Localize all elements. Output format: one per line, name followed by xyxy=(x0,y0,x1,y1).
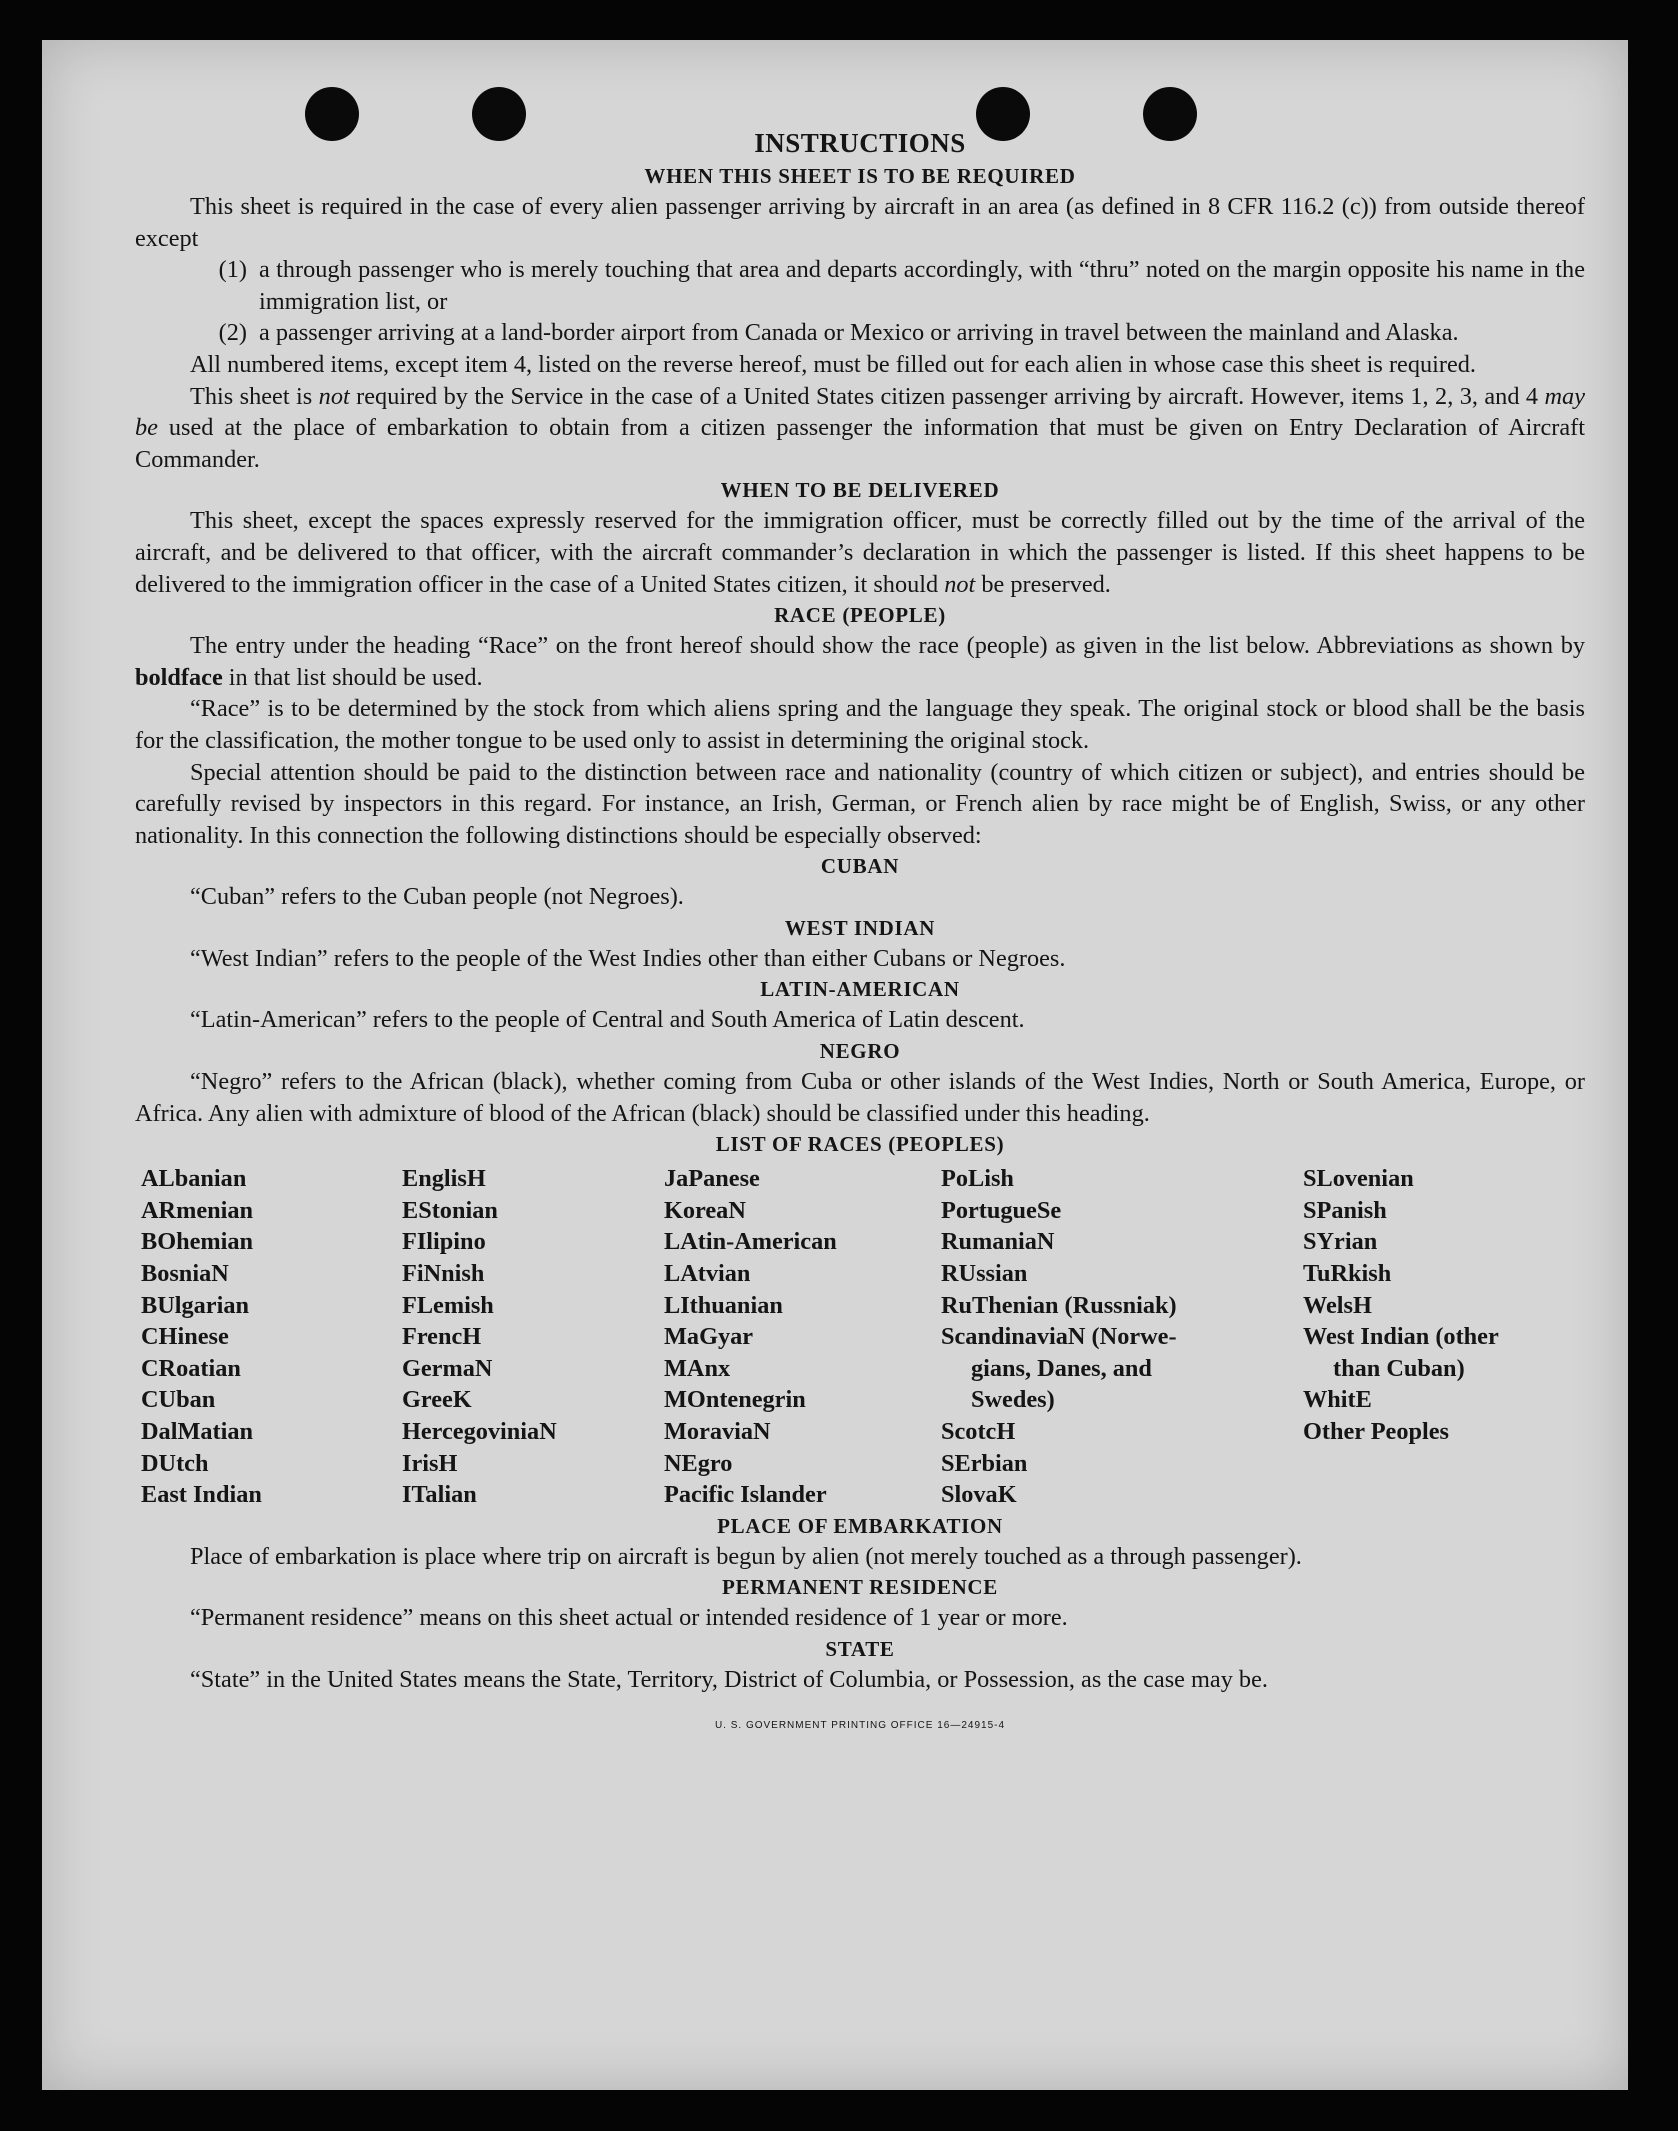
bold-term: boldface xyxy=(135,663,223,691)
race-entry: WhitE xyxy=(1303,1386,1372,1414)
races-column xyxy=(402,1163,664,1511)
document-sheet xyxy=(42,40,1628,2090)
race-entry: JaPanese xyxy=(664,1165,760,1193)
race-entry: Other Peoples xyxy=(1303,1418,1449,1445)
race-entry: ARmenian xyxy=(141,1196,254,1224)
item-text: a passenger arriving at a land-border airport from Canada or Mexico or arriving in travel between the mainland and Alaska. xyxy=(259,319,1459,347)
race-entry: IrisH xyxy=(402,1449,458,1477)
race-entry: PoLish xyxy=(941,1165,1014,1193)
item-text: a through passenger who is merely touching that area and departs accordingly, with “thru” noted on the margin opposite his name in the immigration list, or xyxy=(259,256,1585,315)
paragraph: “State” in the United States means the State, Territory, District of Columbia, or Possession, as the case may be. xyxy=(190,1665,1268,1693)
race-entry: MoraviaN xyxy=(664,1418,771,1445)
race-entry: GermaN xyxy=(402,1354,493,1382)
race-entry: gians, Danes, and xyxy=(971,1354,1152,1382)
race-entry: EnglisH xyxy=(402,1165,486,1193)
race-entry: BosniaN xyxy=(141,1260,229,1288)
paragraph: “Latin-American” refers to the people of Central and South America of Latin descent. xyxy=(190,1006,1025,1034)
paragraph: “Cuban” refers to the Cuban people (not Negroes). xyxy=(190,883,684,911)
race-entry: RumaniaN xyxy=(941,1228,1055,1256)
race-entry: ScotcH xyxy=(941,1418,1016,1445)
emphasis: not xyxy=(318,382,350,410)
paragraph xyxy=(135,630,1585,693)
list-item xyxy=(135,254,1585,317)
emphasis: not xyxy=(944,570,976,598)
section-heading-negro: NEGRO xyxy=(819,1039,901,1064)
emphasis: may be xyxy=(135,382,1585,442)
section-heading-race: RACE (PEOPLE) xyxy=(774,603,946,628)
race-entry: SLovenian xyxy=(1303,1165,1414,1193)
race-entry: TuRkish xyxy=(1303,1260,1392,1288)
race-entry: SlovaK xyxy=(941,1481,1017,1509)
paragraph xyxy=(135,505,1585,600)
text-run: This sheet, except the spaces expressly reserved for the immigration officer, must be correctly filled out by the time of the arrival of the aircraft, and be delivered to that officer, with the aircraft commander’s declaration in which the passenger is listed. If this sheet happens to be delivered to the immigration officer in the case of a United States citizen, it should xyxy=(135,507,1585,598)
race-entry: MaGyar xyxy=(664,1323,754,1351)
section-heading-west-indian: WEST INDIAN xyxy=(784,915,936,940)
race-entry: BOhemian xyxy=(141,1228,254,1256)
paragraph xyxy=(135,381,1585,476)
section-heading-embarkation: PLACE OF EMBARKATION xyxy=(717,1513,1003,1538)
races-column xyxy=(1303,1163,1583,1511)
race-entry: MAnx xyxy=(664,1354,731,1382)
race-entry: CHinese xyxy=(141,1323,229,1351)
race-entry: West Indian (other xyxy=(1303,1323,1499,1351)
race-entry: LAtvian xyxy=(664,1260,751,1288)
paragraph: Place of embarkation is place where trip on aircraft is begun by alien (not merely touched as a through passenger). xyxy=(190,1542,1302,1570)
text-run: required by the Service in the case of a United States citizen passenger arriving by aircraft. However, items 1, 2, 3, and 4 xyxy=(349,382,1545,410)
section-heading-latin-american: LATIN-AMERICAN xyxy=(760,977,960,1002)
race-entry: WelsH xyxy=(1303,1291,1372,1319)
paragraph: This sheet is required in the case of every alien passenger arriving by aircraft in an area (as defined in 8 CFR 116.2 (c)) from outside thereof except xyxy=(135,193,1585,252)
race-entry: LAtin-American xyxy=(664,1228,837,1256)
paragraph: “Race” is to be determined by the stock from which aliens spring and the language they speak. The original stock or blood shall be the basis for the classification, the mother tongue to be used only to assist in determining the original stock. xyxy=(135,695,1585,754)
race-entry: SPanish xyxy=(1303,1196,1387,1224)
race-entry: than Cuban) xyxy=(1333,1354,1465,1382)
race-entry: ScandinaviaN (Norwe- xyxy=(941,1323,1177,1351)
list-item xyxy=(135,317,1585,349)
printing-office-imprint: U. S. GOVERNMENT PRINTING OFFICE 16—24915-4 xyxy=(714,1719,1006,1731)
race-entry: East Indian xyxy=(141,1481,262,1509)
paragraph: Special attention should be paid to the distinction between race and nationality (country of which citizen or subject), and entries should be carefully revised by inspectors in this regard. For instance, an Irish, German, or French alien by race might be of English, Swiss, or any other nationality. In this connection the following distinctions should be especially observed: xyxy=(135,758,1585,849)
race-entry: Pacific Islander xyxy=(664,1481,827,1509)
section-heading-when-required: WHEN THIS SHEET IS TO BE REQUIRED xyxy=(644,164,1076,188)
races-column xyxy=(135,1163,402,1511)
page-title: INSTRUCTIONS xyxy=(754,128,966,158)
race-entry: HercegoviniaN xyxy=(402,1418,557,1445)
race-entry: RuThenian (Russniak) xyxy=(941,1291,1177,1319)
race-entry: MOntenegrin xyxy=(664,1386,806,1414)
paragraph: All numbered items, except item 4, listed on the reverse hereof, must be filled out for each alien in whose case this sheet is required. xyxy=(190,350,1476,378)
races-column xyxy=(941,1163,1303,1511)
text-run: This sheet is xyxy=(190,382,319,410)
text-run: be preserved. xyxy=(975,570,1111,598)
instructions-body xyxy=(135,125,1585,1741)
race-entry: GreeK xyxy=(402,1386,472,1414)
race-entry: BUlgarian xyxy=(141,1291,249,1319)
race-entry: FLemish xyxy=(402,1291,494,1319)
item-number: (2) xyxy=(218,319,247,347)
race-entry: FiNnish xyxy=(402,1260,485,1288)
paragraph: “Negro” refers to the African (black), whether coming from Cuba or other islands of the West Indies, North or South America, Europe, or Africa. Any alien with admixture of blood of the African (black) should be classified under this heading. xyxy=(135,1068,1585,1127)
text-run: in that list should be used. xyxy=(222,663,483,691)
race-entry: ITalian xyxy=(402,1481,477,1509)
race-entry: EStonian xyxy=(402,1196,498,1224)
paragraph: “West Indian” refers to the people of the West Indies other than either Cubans or Negroes. xyxy=(190,944,1066,972)
race-entry: SYrian xyxy=(1303,1228,1378,1256)
race-entry: DUtch xyxy=(141,1449,209,1477)
section-heading-cuban: CUBAN xyxy=(820,854,900,879)
section-heading-state: STATE xyxy=(825,1636,895,1661)
race-entry: RUssian xyxy=(941,1260,1028,1288)
race-entry: KoreaN xyxy=(664,1196,746,1224)
section-heading-residence: PERMANENT RESIDENCE xyxy=(721,1575,999,1600)
text-run: The entry under the heading “Race” on the front hereof should show the race (people) as given in the list below. Abbreviations as shown by xyxy=(190,632,1585,660)
item-number: (1) xyxy=(218,256,247,284)
race-entry: CRoatian xyxy=(141,1354,241,1382)
section-heading-when-delivered: WHEN TO BE DELIVERED xyxy=(720,478,1000,503)
races-list xyxy=(135,1163,1585,1511)
race-entry: DalMatian xyxy=(141,1418,254,1445)
race-entry: CUban xyxy=(141,1386,216,1414)
race-entry: Swedes) xyxy=(971,1386,1055,1414)
paragraph: “Permanent residence” means on this sheet actual or intended residence of 1 year or more. xyxy=(190,1604,1068,1632)
race-entry: ALbanian xyxy=(141,1165,247,1193)
race-entry: FrencH xyxy=(402,1323,482,1351)
races-column xyxy=(664,1163,941,1511)
list-of-races-heading: LIST OF RACES (PEOPLES) xyxy=(715,1132,1005,1157)
race-entry: NEgro xyxy=(664,1449,733,1477)
race-entry: LIthuanian xyxy=(664,1291,783,1319)
race-entry: FIlipino xyxy=(402,1228,486,1256)
race-entry: PortugueSe xyxy=(941,1196,1062,1224)
text-run: used at the place of embarkation to obtain from a citizen passenger the information that must be given on Entry Declaration of Aircraft Commander. xyxy=(135,414,1585,473)
race-entry: SErbian xyxy=(941,1449,1028,1477)
